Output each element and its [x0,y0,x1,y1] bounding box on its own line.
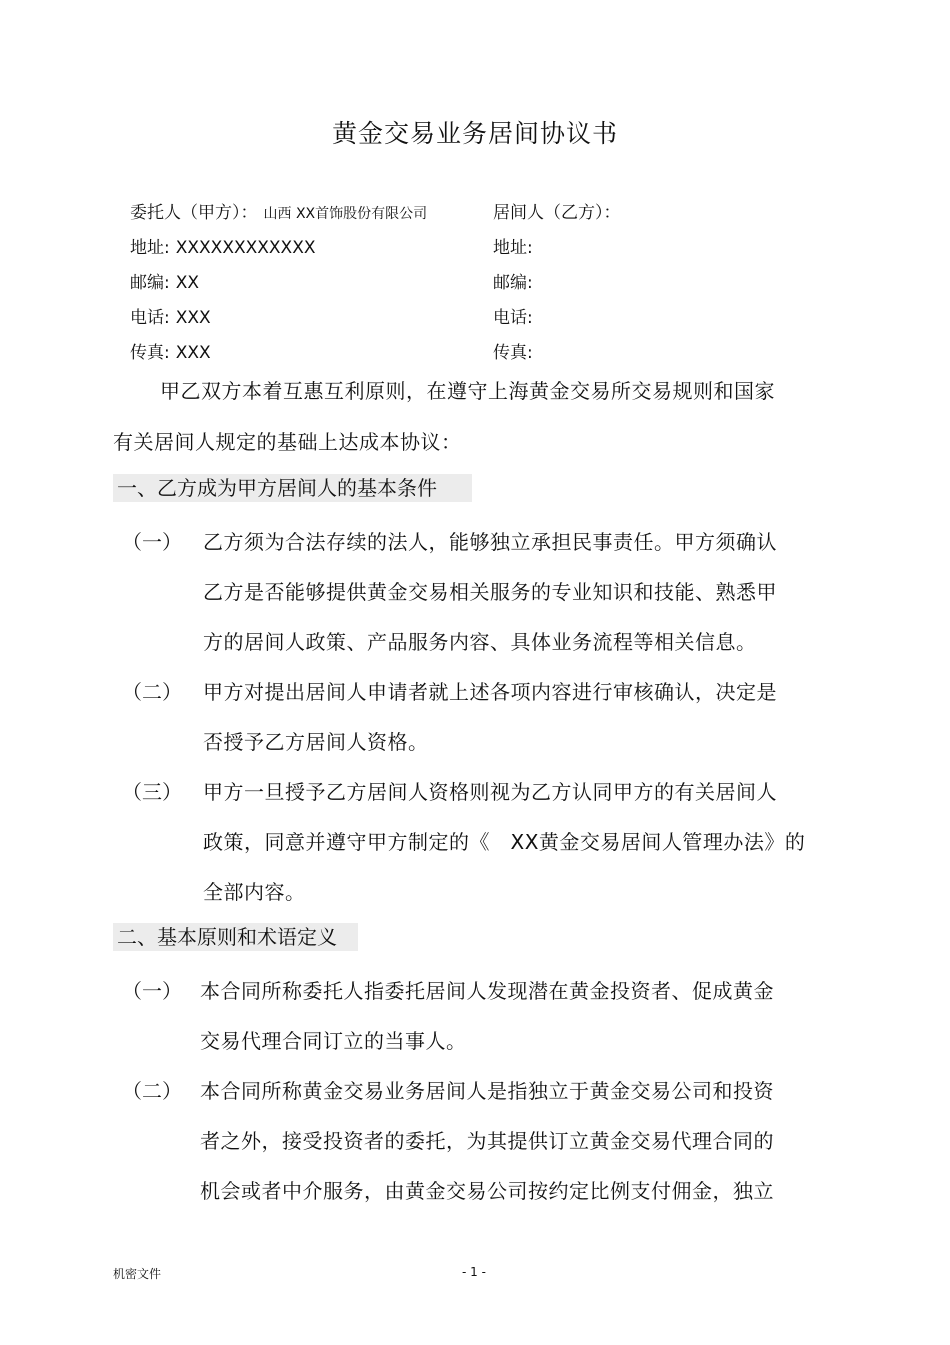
item-number: （一） [122,530,182,554]
item-number: （一） [122,979,182,1003]
party-a-address: XXXXXXXXXXXX [175,238,316,258]
item-line: 否授予乙方居间人资格。 [203,730,429,754]
item-number: （二） [122,1079,182,1103]
item-line: 本合同所称黄金交易业务居间人是指独立于黄金交易公司和投资 [200,1079,774,1103]
preamble-line: 有关居间人规定的基础上达成本协议： [113,430,462,454]
footer-confidential: 机密文件 [113,1267,162,1281]
item-line: 政策，同意并遵守甲方制定的《 XX黄金交易居间人管理办法》的 [203,830,806,854]
party-a-address-row [130,233,316,258]
party-a-name: 山西 XX首饰股份有限公司 [263,206,428,222]
party-a-fax-label: 传真: [130,343,170,363]
item-number: （二） [122,680,182,704]
page-number: - 1 - [462,1265,486,1279]
section-heading: 一、乙方成为甲方居间人的基本条件 [113,474,472,502]
item-line: 全部内容。 [203,880,306,904]
party-a-row [130,198,427,223]
party-a-phone-label: 电话: [130,308,170,328]
party-a-fax: XXX [175,343,211,363]
item-line: 乙方是否能够提供黄金交易相关服务的专业知识和技能、熟悉甲 [203,580,777,604]
item-line: 交易代理合同订立的当事人。 [200,1029,467,1053]
item-line: 机会或者中介服务，由黄金交易公司按约定比例支付佣金，独立 [200,1179,774,1203]
party-a-address-label: 地址: [130,238,170,258]
item-line: 方的居间人政策、产品服务内容、具体业务流程等相关信息。 [203,630,757,654]
party-a-label: 委托人（甲方）： [130,203,258,223]
item-number: （三） [122,780,182,804]
item-line: 本合同所称委托人指委托居间人发现潜在黄金投资者、促成黄金 [200,979,774,1003]
item-line: 者之外，接受投资者的委托，为其提供订立黄金交易代理合同的 [200,1129,774,1153]
item-line: 乙方须为合法存续的法人，能够独立承担民事责任。甲方须确认 [203,530,777,554]
party-a-fax-row [130,338,211,363]
party-a-phone-row [130,303,211,328]
document-title: 黄金交易业务居间协议书 [331,119,618,148]
party-a-postcode-label: 邮编: [130,273,170,293]
party-a-postcode-row [130,268,199,293]
party-b-phone-label: 电话: [493,308,533,328]
item-line: 甲方对提出居间人申请者就上述各项内容进行审核确认，决定是 [203,680,777,704]
section-heading: 二、基本原则和术语定义 [113,923,358,951]
party-b-fax-label: 传真: [493,343,533,363]
party-b-address-label: 地址: [493,238,533,258]
preamble-line: 甲乙双方本着互惠互利原则，在遵守上海黄金交易所交易规则和国家 [160,379,775,403]
party-b-label: 居间人（乙方）： [493,203,621,223]
item-line: 甲方一旦授予乙方居间人资格则视为乙方认同甲方的有关居间人 [203,780,777,804]
party-a-phone: XXX [175,308,211,328]
party-a-postcode: XX [175,273,200,293]
party-b-postcode-label: 邮编: [493,273,533,293]
